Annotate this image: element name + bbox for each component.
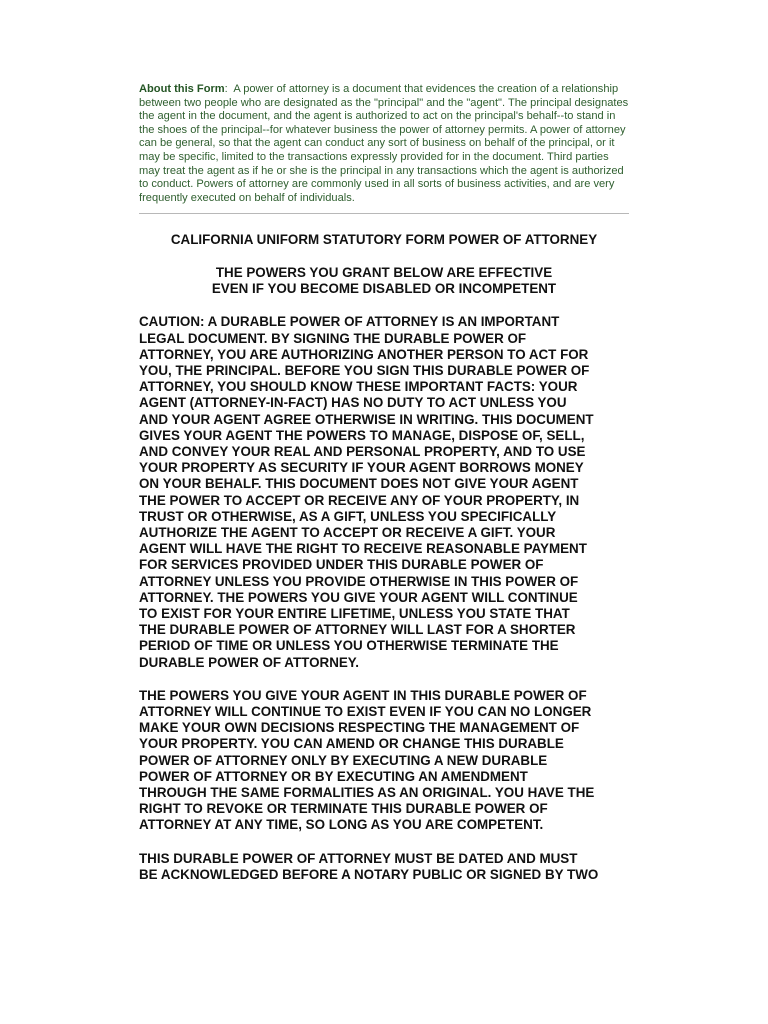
paragraph-line: POWER OF ATTORNEY ONLY BY EXECUTING A NEW DURABLE <box>139 752 548 768</box>
caution-paragraph <box>139 314 629 670</box>
paragraph-line: AGENT (ATTORNEY-IN-FACT) HAS NO DUTY TO ACT UNLESS YOU <box>139 395 567 411</box>
paragraph-line: THIS DURABLE POWER OF ATTORNEY MUST BE DATED AND MUST <box>139 850 578 866</box>
about-text: A power of attorney is a document that evidences the creation of a relationship between two people who are designated as the "principal" and the "agent". The principal designates the agent in the document, and the agent is authorized to act on the principal's behalf--to stand in the shoes of the principal--for whatever business the power of attorney permits. A power of attorney can be general, so that the agent can conduct any sort of business on behalf of the principal, or it may be specific, limited to the transactions expressly provided for in the document. Third parties may treat the agent as if he or she is the principal in any transactions which the agent is authorized to conduct. Powers of attorney are commonly used in all sorts of business activities, and are very frequently executed on behalf of individuals. <box>139 83 629 204</box>
continuation-paragraph <box>139 688 629 834</box>
paragraph-line: PERIOD OF TIME OR UNLESS YOU OTHERWISE TERMINATE THE <box>139 638 559 654</box>
paragraph-line: AUTHORIZE THE AGENT TO ACCEPT OR RECEIVE A GIFT. YOUR <box>139 524 556 540</box>
paragraph-line: ATTORNEY. THE POWERS YOU GIVE YOUR AGENT WILL CONTINUE <box>139 589 578 605</box>
paragraph-line: TRUST OR OTHERWISE, AS A GIFT, UNLESS YOU SPECIFICALLY <box>139 508 557 524</box>
document-subtitle <box>139 265 629 297</box>
paragraph-line: THE DURABLE POWER OF ATTORNEY WILL LAST FOR A SHORTER <box>139 622 576 638</box>
document-title: CALIFORNIA UNIFORM STATUTORY FORM POWER OF ATTORNEY <box>170 232 598 248</box>
paragraph-line: FOR SERVICES PROVIDED UNDER THIS DURABLE POWER OF <box>139 557 544 573</box>
about-separator: : <box>224 83 228 95</box>
paragraph-line: GIVES YOUR AGENT THE POWERS TO MANAGE, DISPOSE OF, SELL, <box>139 427 585 443</box>
paragraph-line: POWER OF ATTORNEY OR BY EXECUTING AN AMENDMENT <box>139 768 528 784</box>
paragraph-line: YOU, THE PRINCIPAL. BEFORE YOU SIGN THIS DURABLE POWER OF <box>139 362 590 378</box>
paragraph-line: YOUR PROPERTY AS SECURITY IF YOUR AGENT BORROWS MONEY <box>139 460 584 476</box>
document-page <box>139 83 629 883</box>
paragraph-line: THROUGH THE SAME FORMALITIES AS AN ORIGINAL. YOU HAVE THE <box>139 785 595 801</box>
paragraph-line: ATTORNEY, YOU SHOULD KNOW THESE IMPORTANT FACTS: YOUR <box>139 379 578 395</box>
paragraph-line: ATTORNEY, YOU ARE AUTHORIZING ANOTHER PERSON TO ACT FOR <box>139 346 589 362</box>
subtitle-line: EVEN IF YOU BECOME DISABLED OR INCOMPETENT <box>211 281 557 297</box>
about-label: About this Form <box>139 83 225 95</box>
paragraph-line: CAUTION: A DURABLE POWER OF ATTORNEY IS AN IMPORTANT <box>139 314 560 330</box>
paragraph-line: DURABLE POWER OF ATTORNEY. <box>139 654 359 670</box>
paragraph-line: THE POWERS YOU GIVE YOUR AGENT IN THIS DURABLE POWER OF <box>139 687 587 703</box>
paragraph-line: RIGHT TO REVOKE OR TERMINATE THIS DURABLE POWER OF <box>139 801 548 817</box>
horizontal-divider <box>139 213 629 214</box>
paragraph-line: AND YOUR AGENT AGREE OTHERWISE IN WRITING. THIS DOCUMENT <box>139 411 594 427</box>
paragraph-line: MAKE YOUR OWN DECISIONS RESPECTING THE MANAGEMENT OF <box>139 720 580 736</box>
paragraph-line: LEGAL DOCUMENT. BY SIGNING THE DURABLE POWER OF <box>139 330 527 346</box>
paragraph-line: BE ACKNOWLEDGED BEFORE A NOTARY PUBLIC OR SIGNED BY TWO <box>139 866 599 882</box>
paragraph-line: ATTORNEY WILL CONTINUE TO EXIST EVEN IF YOU CAN NO LONGER <box>139 704 592 720</box>
paragraph-line: TO EXIST FOR YOUR ENTIRE LIFETIME, UNLESS YOU STATE THAT <box>139 606 570 621</box>
subtitle-line: THE POWERS YOU GRANT BELOW ARE EFFECTIVE <box>215 265 553 281</box>
paragraph-line: AND CONVEY YOUR REAL AND PERSONAL PROPERTY, AND TO USE <box>139 443 586 459</box>
paragraph-line: ATTORNEY UNLESS YOU PROVIDE OTHERWISE IN THIS POWER OF <box>139 573 579 589</box>
paragraph-line: AGENT WILL HAVE THE RIGHT TO RECEIVE REASONABLE PAYMENT <box>139 541 587 557</box>
paragraph-line: ON YOUR BEHALF. THIS DOCUMENT DOES NOT GIVE YOUR AGENT <box>139 476 579 492</box>
paragraph-line: THE POWER TO ACCEPT OR RECEIVE ANY OF YOUR PROPERTY, IN <box>139 492 580 508</box>
dating-paragraph <box>139 851 629 883</box>
paragraph-line: ATTORNEY AT ANY TIME, SO LONG AS YOU ARE COMPETENT. <box>139 817 544 833</box>
about-this-form <box>139 83 629 205</box>
paragraph-line: YOUR PROPERTY. YOU CAN AMEND OR CHANGE THIS DURABLE <box>139 736 564 752</box>
